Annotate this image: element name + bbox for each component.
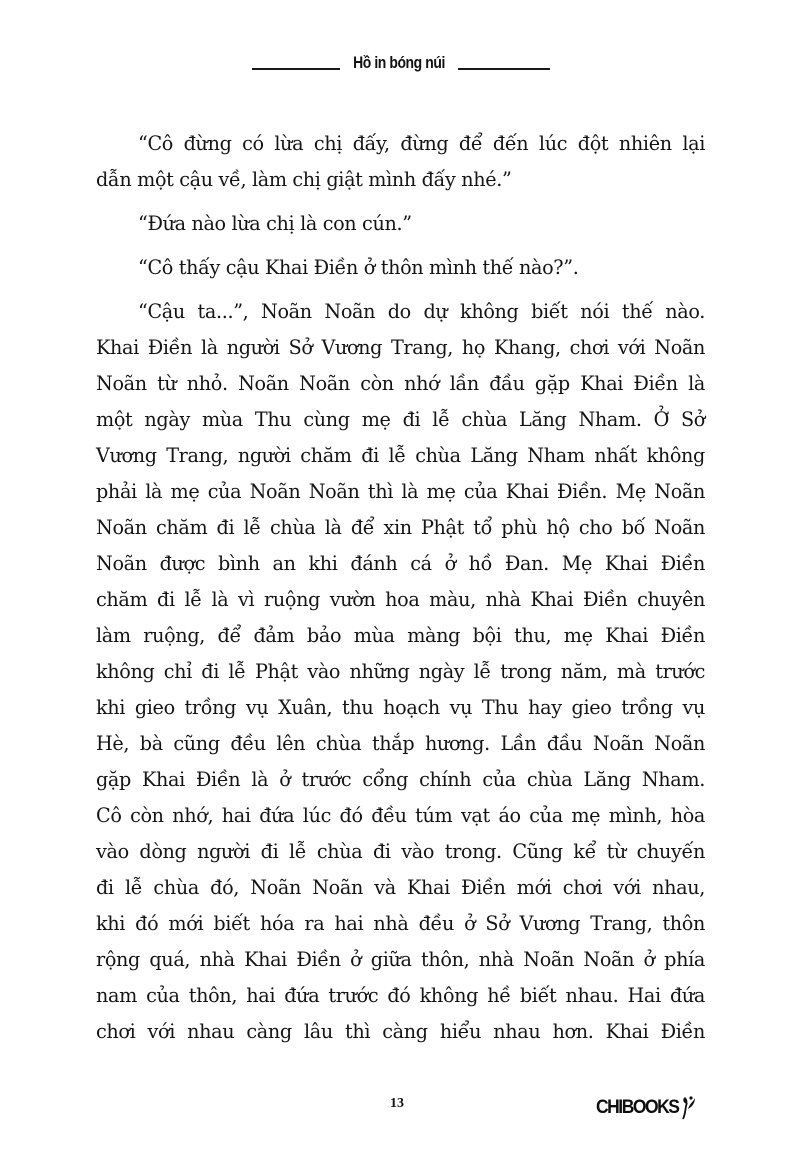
text-line: Noãn từ nhỏ. Noãn Noãn còn nhớ lần đầu gặp Khai Điền là (96, 372, 705, 395)
text-line: không chỉ đi lễ Phật vào những ngày lễ trong năm, mà trước (96, 660, 705, 683)
text-line: “Cô thấy cậu Khai Điền ở thôn mình thế nào?”. (138, 256, 579, 279)
page-footer (0, 1090, 800, 1130)
text-line: khi đó mới biết hóa ra hai nhà đều ở Sở Vương Trang, thôn (96, 912, 705, 935)
text-line: “Cô đừng có lừa chị đấy, đừng để đến lúc đột nhiên lại (138, 132, 705, 155)
text-line: dẫn một cậu về, làm chị giật mình đấy nhé.” (96, 168, 512, 191)
text-line: Vương Trang, người chăm đi lễ chùa Lăng Nham nhất không (96, 444, 705, 467)
text-line: rộng quá, nhà Khai Điền ở giữa thôn, nhà Noãn Noãn ở phía (96, 948, 705, 971)
text-line: đi lễ chùa đó, Noãn Noãn và Khai Điền mới chơi với nhau, (96, 876, 705, 899)
text-line: khi gieo trồng vụ Xuân, thu hoạch vụ Thu hay gieo trồng vụ (96, 696, 705, 719)
text-line: làm ruộng, để đảm bảo mùa màng bội thu, mẹ Khai Điền (96, 624, 705, 647)
text-line: “Cậu ta...”, Noãn Noãn do dự không biết nói thế nào. (138, 300, 705, 323)
text-line: Khai Điền là người Sở Vương Trang, họ Khang, chơi với Noãn (96, 336, 705, 359)
text-line: Noãn chăm đi lễ chùa là để xin Phật tổ phù hộ cho bố Noãn (96, 516, 705, 539)
text-line: “Đứa nào lừa chị là con cún.” (138, 212, 412, 235)
text-line: chăm đi lễ là vì ruộng vườn hoa màu, nhà Khai Điền chuyên (96, 588, 705, 611)
paragraph (96, 250, 705, 286)
text-line: Hè, bà cũng đều lên chùa thắp hương. Lần đầu Noãn Noãn (96, 732, 705, 755)
text-line: Cô còn nhớ, hai đứa lúc đó đều túm vạt áo của mẹ mình, hòa (96, 804, 705, 827)
page-number: 13 (390, 1096, 404, 1111)
running-header (0, 52, 800, 82)
text-line: vào dòng người đi lễ chùa đi vào trong. Cũng kể từ chuyến (96, 840, 705, 863)
text-line: gặp Khai Điền là ở trước cổng chính của chùa Lăng Nham. (96, 768, 705, 791)
text-line: một ngày mùa Thu cùng mẹ đi lễ chùa Lăng Nham. Ở Sở (96, 408, 705, 431)
running-title: Hồ in bóng núi (353, 53, 445, 72)
body-text (96, 126, 705, 1050)
text-line: phải là mẹ của Noãn Noãn thì là mẹ của Khai Điền. Mẹ Noãn (96, 480, 705, 503)
text-line: Noãn được bình an khi đánh cá ở hồ Đan. Mẹ Khai Điền (96, 552, 705, 575)
header-rule-left (252, 68, 340, 70)
text-line: nam của thôn, hai đứa trước đó không hề biết nhau. Hai đứa (96, 984, 705, 1007)
paragraph (96, 294, 705, 1050)
publisher-name: CHIBOOKS (596, 1097, 679, 1118)
header-rule-right (458, 68, 550, 70)
sprout-icon (680, 1095, 696, 1121)
paragraph (96, 126, 705, 198)
paragraph (96, 206, 705, 242)
publisher-logo (596, 1094, 696, 1122)
text-line: chơi với nhau càng lâu thì càng hiểu nhau hơn. Khai Điền (96, 1020, 705, 1043)
